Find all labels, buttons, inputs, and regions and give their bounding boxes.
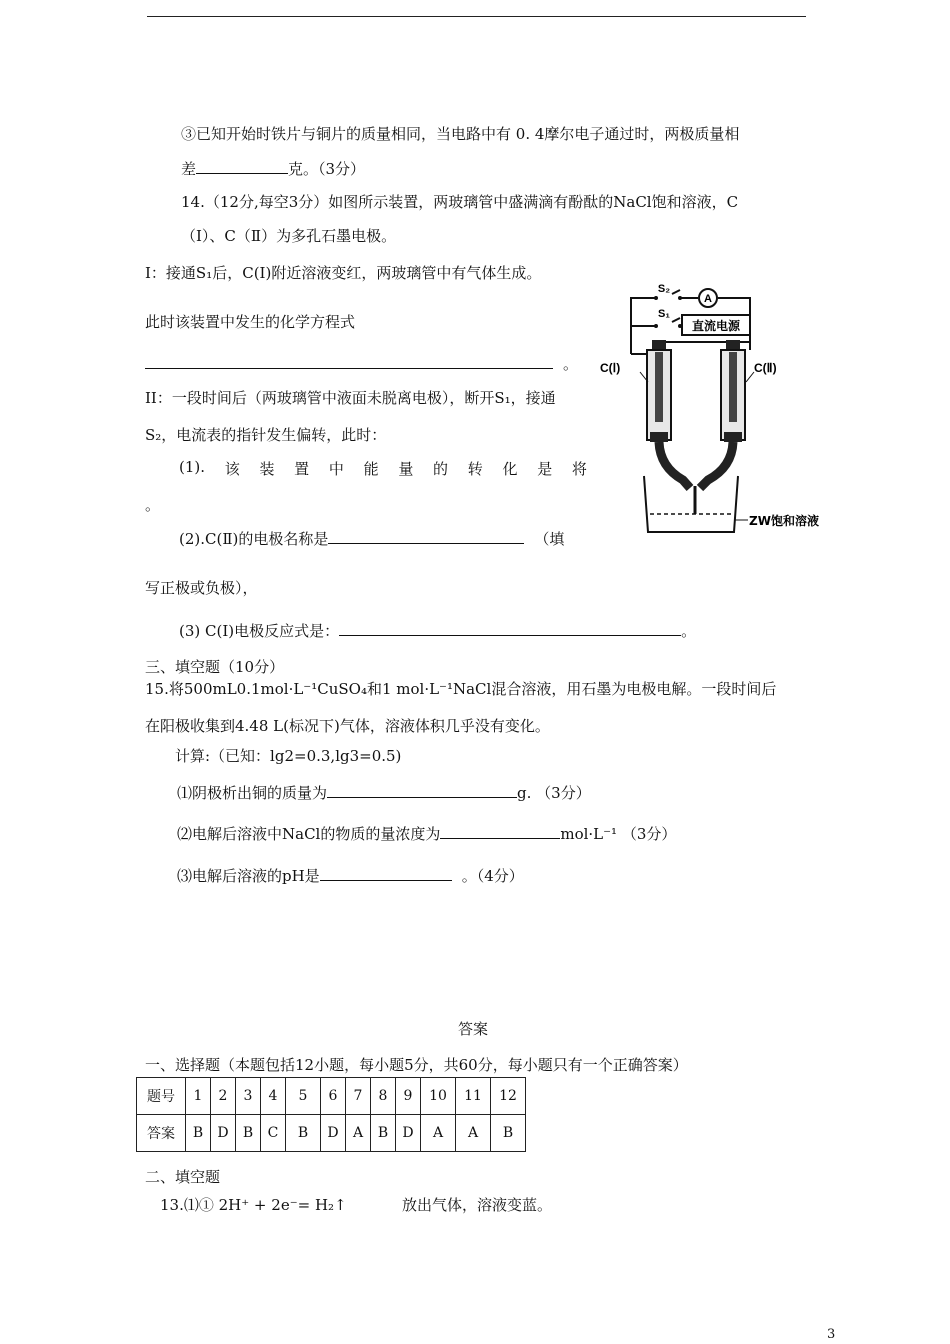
- answer-table-row-letters: [137, 1115, 526, 1152]
- q15-answer1: ⑴阴极析出铜的质量为 g. （3分）: [177, 784, 591, 802]
- q15-line2: 在阳极收集到4.48 L(标况下)气体，溶液体积几乎没有变化。: [145, 717, 550, 735]
- table-cell: D: [211, 1115, 236, 1152]
- table-cell: 3: [236, 1078, 261, 1115]
- q14-sub1-end: 。: [145, 496, 161, 514]
- answer-blank: [339, 621, 681, 636]
- q13-part3-line2: 差 克。（3分）: [181, 160, 366, 178]
- q14-sub3: (3) C(Ⅰ)电极反应式是： 。: [179, 622, 697, 640]
- answer-table: [136, 1077, 526, 1152]
- answers-section2: 二、填空题: [145, 1168, 221, 1186]
- answers-title: 答案: [458, 1020, 489, 1038]
- switch-s1-label: S₁: [658, 308, 670, 320]
- q14-line1: 14.（12分,每空3分）如图所示装置，两玻璃管中盛满滴有酚酞的NaCl饱和溶液，C: [181, 193, 739, 211]
- table-cell: 9: [396, 1078, 421, 1115]
- answers-q13: 13.⑴① 2H⁺ + 2e⁻= H₂↑: [160, 1196, 347, 1214]
- header-rule: [147, 16, 806, 17]
- table-cell: 11: [456, 1078, 491, 1115]
- table-cell: 10: [421, 1078, 456, 1115]
- answer-blank: [440, 824, 560, 839]
- answer-blank: [328, 529, 524, 544]
- table-cell: B: [186, 1115, 211, 1152]
- answer-blank: [320, 866, 452, 881]
- table-cell: B: [286, 1115, 321, 1152]
- q15-answer3: ⑶电解后溶液的pH是 。（4分）: [177, 867, 524, 885]
- answer-blank: [145, 354, 553, 369]
- power-supply-label: 直流电源: [691, 319, 741, 333]
- table-cell: 12: [491, 1078, 526, 1115]
- table-cell: 5: [286, 1078, 321, 1115]
- table-cell: 8: [371, 1078, 396, 1115]
- answer-blank: [196, 159, 288, 174]
- table-cell: C: [261, 1115, 286, 1152]
- right-electrode-label: C(Ⅱ): [754, 361, 777, 375]
- row-header-number: 题号: [137, 1078, 186, 1115]
- electrolysis-apparatus-diagram: [598, 282, 820, 540]
- q14-part2-line2: S₂，电流表的指针发生偏转，此时：: [145, 426, 387, 444]
- q14-equation-line: 。: [145, 353, 578, 374]
- left-electrode-label: C(Ⅰ): [600, 361, 621, 375]
- answer-blank: [327, 783, 517, 798]
- answers-section1: 一、选择题（本题包括12小题，每小题5分，共60分，每小题只有一个正确答案）: [145, 1056, 688, 1074]
- table-cell: 1: [186, 1078, 211, 1115]
- table-cell: A: [456, 1115, 491, 1152]
- q13-part3-line1: ③已知开始时铁片与铜片的质量相同，当电路中有 0. 4摩尔电子通过时，两极质量相: [181, 125, 740, 143]
- row-header-answer: 答案: [137, 1115, 186, 1152]
- q15-calc: 计算:（已知：lg2=0.3,lg3=0.5): [175, 747, 402, 765]
- page-number: 3: [827, 1327, 836, 1342]
- answer-table-row-numbers: [137, 1078, 526, 1115]
- q14-sub2-line2: 写正极或负极），: [145, 579, 258, 597]
- switch-s2-label: S₂: [657, 283, 671, 295]
- table-cell: 2: [211, 1078, 236, 1115]
- table-cell: A: [421, 1115, 456, 1152]
- q14-line2: （Ⅰ）、C（Ⅱ）为多孔石墨电极。: [181, 227, 397, 245]
- table-cell: 6: [321, 1078, 346, 1115]
- table-cell: B: [491, 1115, 526, 1152]
- ammeter-label: A: [704, 293, 712, 305]
- q14-sub1: (1). 该 装 置 中 能 量 的 转 化 是 将: [179, 458, 587, 478]
- section3-heading: 三、填空题（10分）: [145, 658, 285, 676]
- solution-label: ZW饱和溶液: [749, 514, 819, 528]
- q14-part2-line1: II：一段时间后（两玻璃管中液面未脱离电极），断开S₁，接通: [145, 389, 556, 407]
- table-cell: B: [371, 1115, 396, 1152]
- table-cell: D: [321, 1115, 346, 1152]
- table-cell: B: [236, 1115, 261, 1152]
- answers-q13-note: 放出气体，溶液变蓝。: [402, 1196, 553, 1214]
- table-cell: 4: [261, 1078, 286, 1115]
- table-cell: A: [346, 1115, 371, 1152]
- q14-part1: I：接通S₁后，C(Ⅰ)附近溶液变红，两玻璃管中有气体生成。: [145, 264, 542, 282]
- table-cell: 7: [346, 1078, 371, 1115]
- q15-answer2: ⑵电解后溶液中NaCl的物质的量浓度为 mol·L⁻¹ （3分）: [177, 825, 677, 843]
- table-cell: D: [396, 1115, 421, 1152]
- q14-part1-question: 此时该装置中发生的化学方程式: [145, 313, 356, 331]
- q14-sub2: (2).C(Ⅱ)的电极名称是 （填: [179, 530, 565, 548]
- q15-line1: 15.将500mL0.1mol·L⁻¹CuSO₄和1 mol·L⁻¹NaCl混合溶液，用石墨为电极电解。一段时间后: [145, 680, 777, 698]
